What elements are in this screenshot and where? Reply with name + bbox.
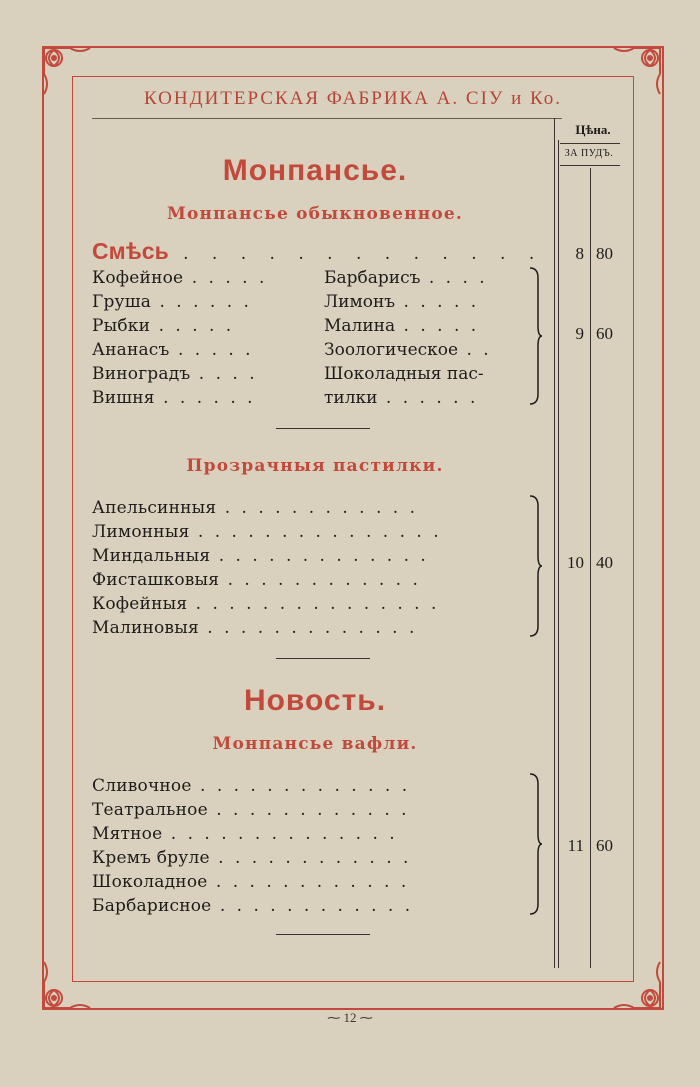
price-rub: 8 (575, 244, 584, 263)
section-divider (276, 934, 370, 935)
price-kop: 60 (596, 324, 613, 343)
price-header-label: Цѣна. (575, 122, 611, 137)
price-kop: 60 (596, 836, 613, 855)
list-item: Зоологическое . . (324, 340, 492, 360)
price-header-rule (560, 143, 620, 144)
list-item: Лимонъ . . . . . (324, 292, 480, 312)
list-item: Миндальныя . . . . . . . . . . . . . (92, 546, 429, 566)
list-item: Театральное . . . . . . . . . . . . (92, 800, 410, 820)
list-item: Сливочное . . . . . . . . . . . . . (92, 776, 411, 796)
list-item: Кофейныя . . . . . . . . . . . . . . . (92, 594, 440, 614)
list-item: Шоколадныя пас- (324, 364, 484, 384)
list-item: Барбарисъ . . . . (324, 268, 488, 288)
price-kop: 40 (596, 553, 613, 572)
list-item: Барбарисное . . . . . . . . . . . . (92, 896, 414, 916)
price-column-divider (590, 168, 591, 968)
section-divider (276, 658, 370, 659)
list-item: Лимонныя . . . . . . . . . . . . . . . (92, 522, 442, 542)
price-rub: 11 (567, 836, 584, 855)
brace-icon (528, 494, 542, 638)
featured-item: Смѣсь . . . . . . . . . . . . . (92, 238, 544, 264)
page-number: ⁓ 12 ⁓ (327, 1010, 373, 1025)
section-subtitle: Монпансье вафли. (212, 734, 418, 754)
section-divider (276, 428, 370, 429)
brace-icon (528, 266, 542, 406)
list-item: тилки . . . . . . (324, 388, 479, 408)
list-item: Виноградъ . . . . (92, 364, 258, 384)
section-title: Новость. (243, 684, 387, 717)
header-rule (92, 118, 562, 119)
section-subtitle: Прозрачныя пастилки. (186, 456, 444, 476)
list-item: Груша . . . . . . (92, 292, 252, 312)
list-item: Кремъ бруле . . . . . . . . . . . . (92, 848, 412, 868)
list-item: Мятное . . . . . . . . . . . . . . (92, 824, 398, 844)
section-subtitle: Монпансье обыкновенное. (166, 204, 464, 224)
price-header-rule (560, 165, 620, 166)
price-rub: 9 (575, 324, 584, 343)
list-item: Фисташковыя . . . . . . . . . . . . (92, 570, 421, 590)
list-item: Ананасъ . . . . . (92, 340, 254, 360)
list-item: Шоколадное . . . . . . . . . . . . (92, 872, 410, 892)
list-item: Малина . . . . . (324, 316, 480, 336)
price-rub: 10 (567, 553, 584, 572)
price-kop: 80 (596, 244, 613, 263)
section-title: Монпансье. (222, 154, 408, 187)
corner-ornament-icon (40, 948, 104, 1012)
list-item: Апельсинныя . . . . . . . . . . . . (92, 498, 418, 518)
price-header-unit: ЗА ПУДЪ. (564, 148, 614, 159)
list-item: Вишня . . . . . . (92, 388, 256, 408)
list-item: Кофейное . . . . . (92, 268, 268, 288)
list-item: Рыбки . . . . . (92, 316, 235, 336)
page-header: КОНДИТЕРСКАЯ ФАБРИКА А. СІУ и Ко. (143, 88, 563, 109)
corner-ornament-icon (600, 948, 664, 1012)
brace-icon (528, 772, 542, 916)
list-item: Малиновыя . . . . . . . . . . . . . (92, 618, 418, 638)
